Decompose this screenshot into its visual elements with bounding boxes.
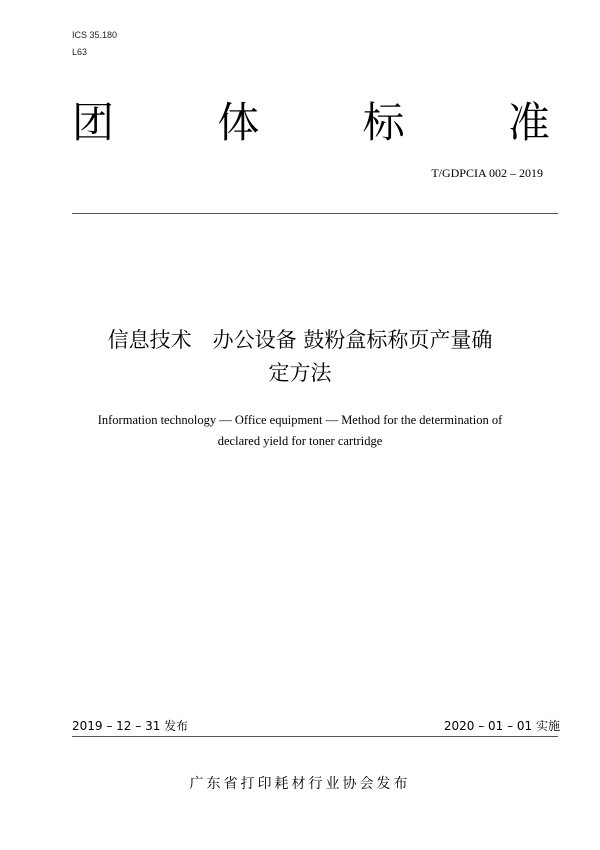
ccs-code: L63 (72, 47, 88, 57)
implementation-date: 2020 – 01 – 01 实施 (443, 719, 560, 733)
standard-type-char: 标 (362, 98, 405, 147)
publisher: 广东省打印耗材行业协会发布 (189, 776, 411, 792)
ics-code: ICS 35.180 (72, 30, 118, 40)
standard-type-title (72, 98, 550, 148)
top-divider (72, 213, 558, 214)
chinese-title-line-2: 定方法 (268, 361, 332, 385)
standard-type-char: 体 (217, 98, 260, 147)
issue-date: 2019 – 12 – 31 发布 (72, 719, 189, 733)
standard-type-char: 准 (507, 98, 550, 147)
bottom-divider (72, 736, 558, 737)
english-title-line-2: declared yield for toner cartridge (217, 434, 383, 448)
standard-type-char: 团 (72, 98, 115, 147)
chinese-title-line-1: 信息技术 办公设备 鼓粉盒标称页产量确 (107, 328, 493, 352)
standard-number: T/GDPCIA 002 – 2019 (431, 166, 543, 180)
english-title-line-1: Information technology — Office equipment — Method for the determination of (97, 413, 503, 427)
